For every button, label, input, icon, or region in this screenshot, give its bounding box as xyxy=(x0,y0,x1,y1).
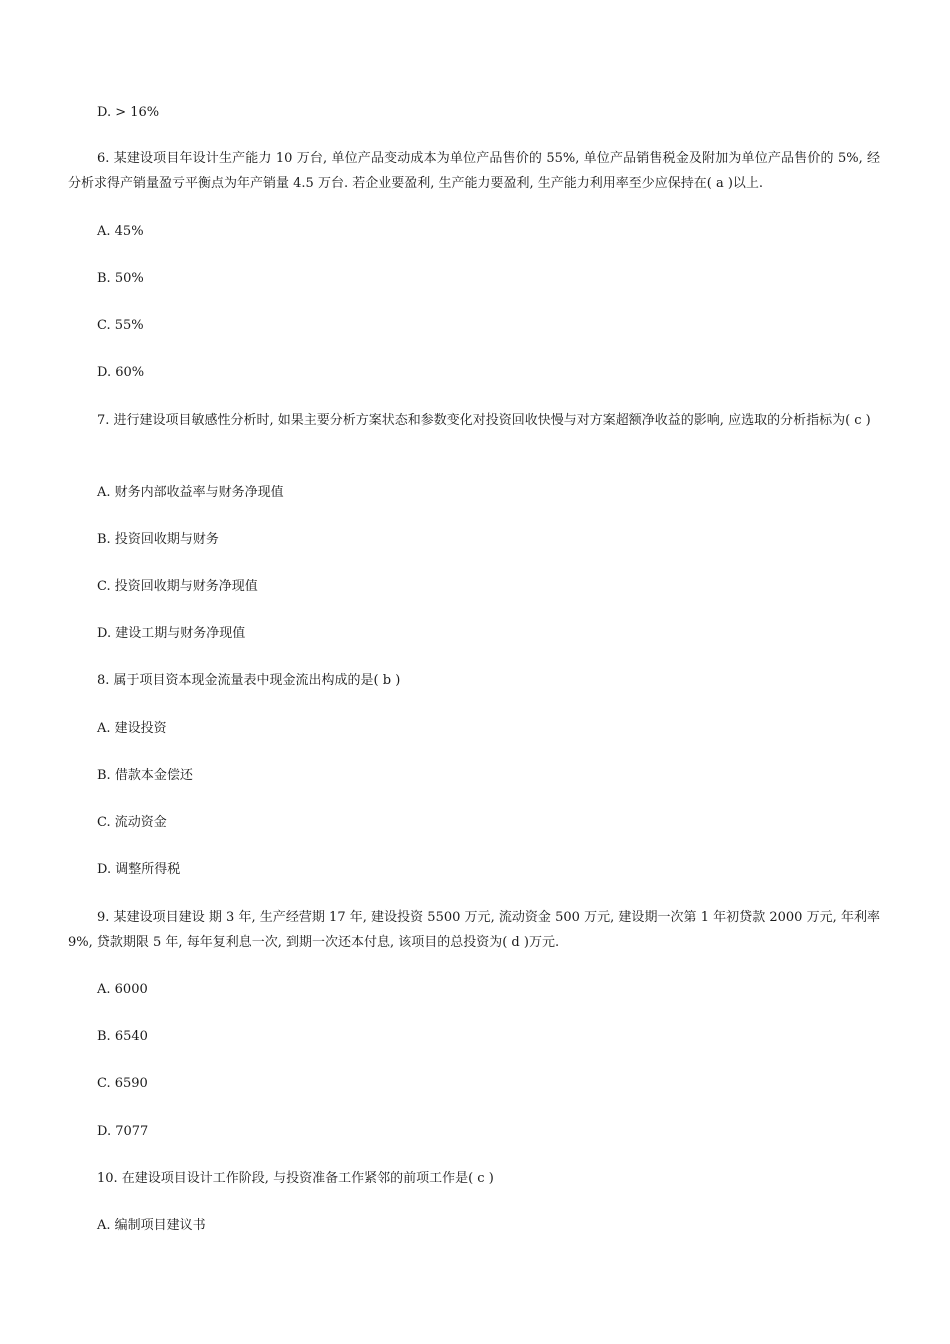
option-b-q9: B. 6540 xyxy=(97,1029,148,1044)
option-a-q9: A. 6000 xyxy=(97,982,148,997)
option-c-q7: C. 投资回收期与财务净现值 xyxy=(97,579,258,594)
question-10: 10. 在建设项目设计工作阶段, 与投资准备工作紧邻的前项工作是( c ) xyxy=(97,1171,494,1186)
option-d-q7: D. 建设工期与财务净现值 xyxy=(97,626,246,641)
option-c-q6: C. 55% xyxy=(97,318,144,333)
option-a-q8: A. 建设投资 xyxy=(97,721,167,736)
question-6: 6. 某建设项目年设计生产能力 10 万台, 单位产品变动成本为单位产品售价的 55%, 单位产品销售税金及附加为单位产品售价的 5%, 经分析求得产销量盈亏平衡点为年产销量 4.5 万台. 若企业要盈利, 生产能力要盈利, 生产能力利用率至少应保持在( a )以上. xyxy=(68,151,880,191)
option-d-q6: D. 60% xyxy=(97,365,145,380)
option-d-q9: D. 7077 xyxy=(97,1124,149,1139)
option-b-q7: B. 投资回收期与财务 xyxy=(97,532,219,547)
option-d-q5: D. > 16% xyxy=(97,105,160,120)
option-a-q7: A. 财务内部收益率与财务净现值 xyxy=(97,485,284,500)
question-9: 9. 某建设项目建设 期 3 年, 生产经营期 17 年, 建设投资 5500 万元, 流动资金 500 万元, 建设期一次第 1 年初贷款 2000 万元, 年利率 9%, 贷款期限 5 年, 每年复利息一次, 到期一次还本付息, 该项目的总投资为( d )万元. xyxy=(68,910,880,950)
option-b-q8: B. 借款本金偿还 xyxy=(97,768,193,783)
question-8: 8. 属于项目资本现金流量表中现金流出构成的是( b ) xyxy=(97,673,401,688)
question-7: 7. 进行建设项目敏感性分析时, 如果主要分析方案状态和参数变化对投资回收快慢与对方案超额净收益的影响, 应选取的分析指标为( c ) xyxy=(97,413,871,428)
option-c-q9: C. 6590 xyxy=(97,1076,148,1091)
option-a-q10: A. 编制项目建议书 xyxy=(97,1218,206,1233)
option-c-q8: C. 流动资金 xyxy=(97,815,167,830)
option-b-q6: B. 50% xyxy=(97,271,144,286)
option-d-q8: D. 调整所得税 xyxy=(97,862,181,877)
option-a-q6: A. 45% xyxy=(97,224,144,239)
